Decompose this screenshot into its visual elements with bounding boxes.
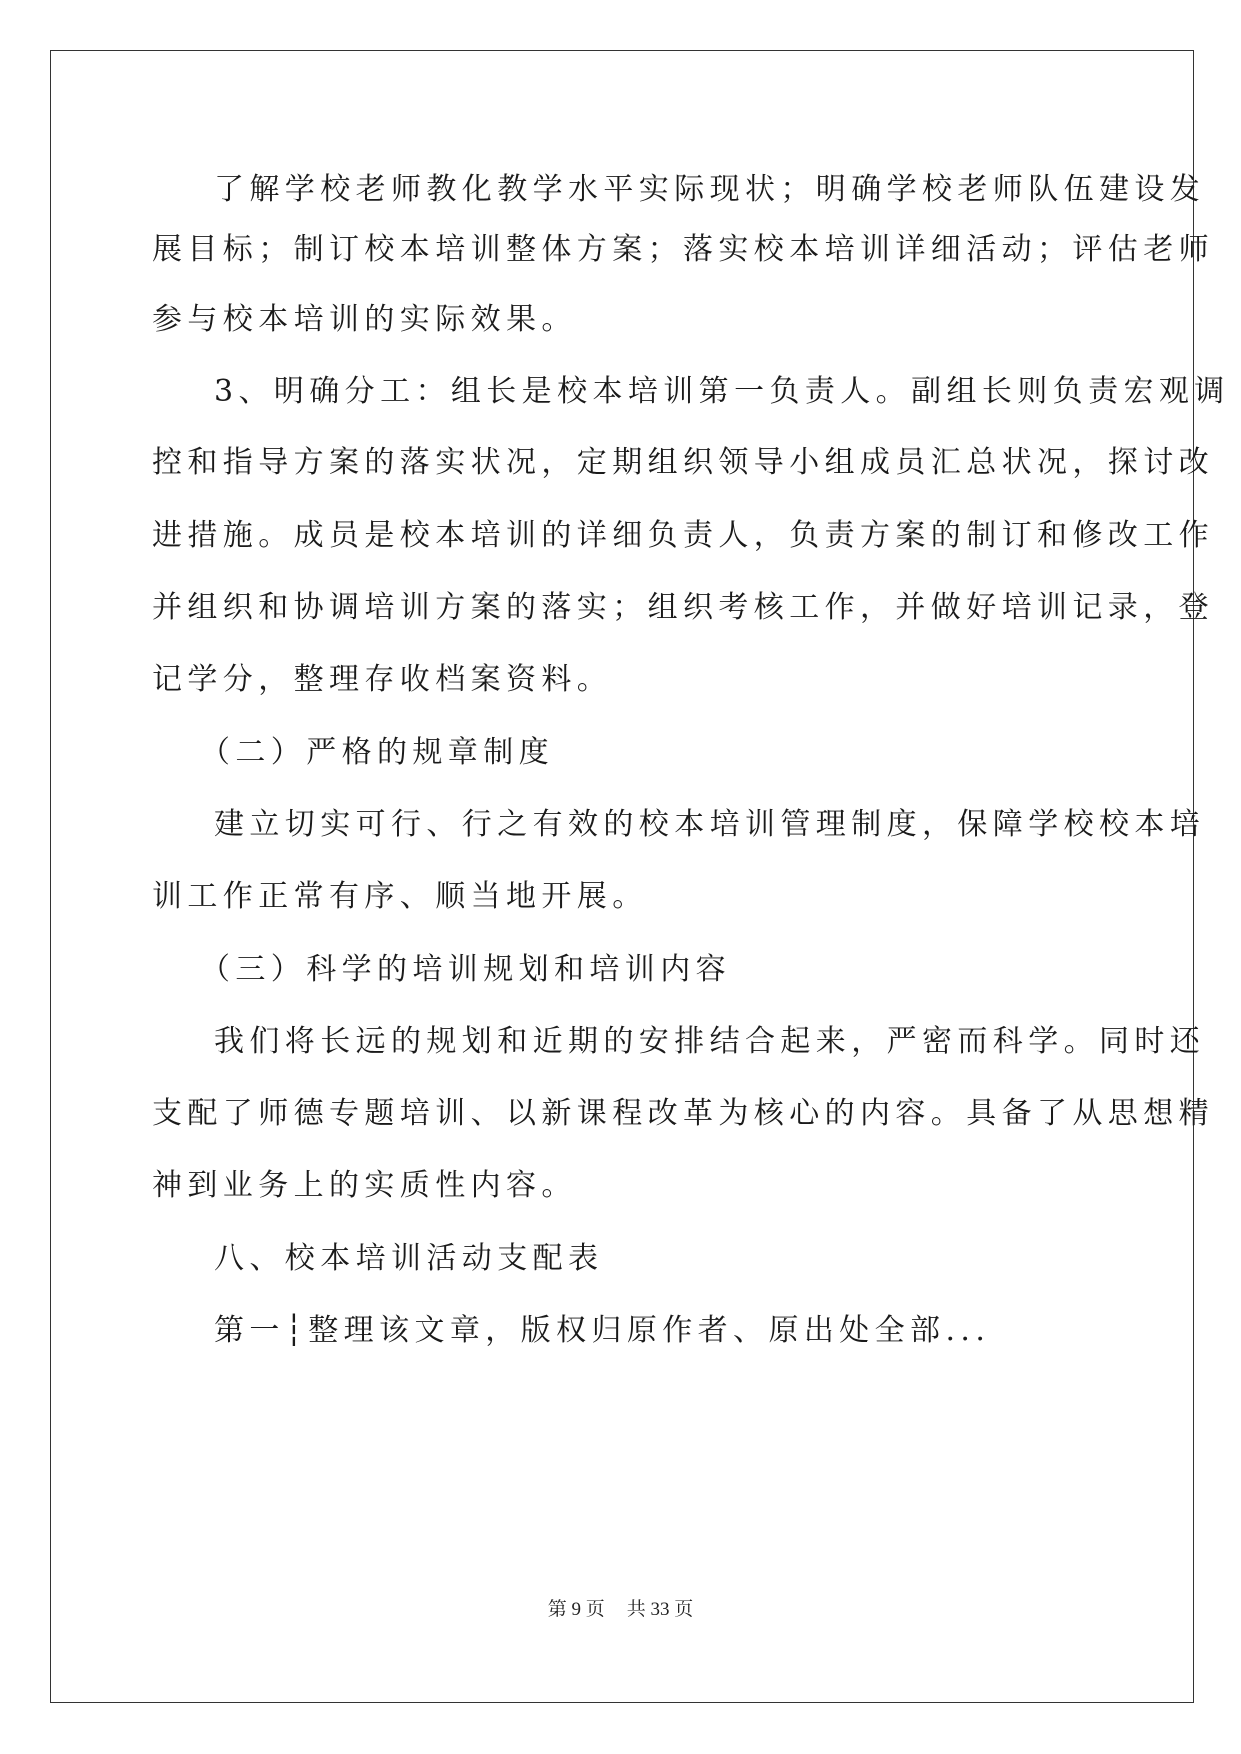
body-paragraph-line: 3、明确分工：组长是校本培训第一负责人。副组长则负责宏观调 — [214, 374, 1230, 409]
section-heading: 八、校本培训活动支配表 — [214, 1241, 604, 1276]
body-paragraph-line: 神到业务上的实质性内容。 — [152, 1168, 577, 1203]
body-paragraph-line: 我们将长远的规划和近期的安排结合起来，严密而科学。同时还 — [214, 1024, 1206, 1059]
body-paragraph-line: 参与校本培训的实际效果。 — [152, 302, 577, 337]
body-paragraph-line: 展目标；制订校本培训整体方案；落实校本培训详细活动；评估老师 — [152, 232, 1214, 267]
body-paragraph-line: 建立切实可行、行之有效的校本培训管理制度，保障学校校本培 — [214, 807, 1206, 842]
body-paragraph-line: 并组织和协调培训方案的落实；组织考核工作，并做好培训记录，登 — [152, 590, 1214, 625]
page-footer — [0, 1598, 1241, 1622]
body-paragraph-line: 控和指导方案的落实状况，定期组织领导小组成员汇总状况，探讨改 — [152, 445, 1214, 480]
body-paragraph-line: 了解学校老师教化教学水平实际现状；明确学校老师队伍建设发 — [214, 172, 1206, 207]
page-total: 共 33 页 — [626, 1599, 694, 1620]
body-paragraph-line: 记学分，整理存收档案资料。 — [152, 662, 613, 697]
section-heading: （二）严格的规章制度 — [200, 735, 554, 770]
body-paragraph-line: 进措施。成员是校本培训的详细负责人，负责方案的制订和修改工作 — [152, 518, 1214, 553]
section-heading: （三）科学的培训规划和培训内容 — [200, 952, 731, 987]
page-number: 第 9 页 — [547, 1599, 605, 1620]
body-paragraph-line: 支配了师德专题培训、以新课程改革为核心的内容。具备了从思想精 — [152, 1096, 1214, 1131]
body-paragraph-line: 训工作正常有序、顺当地开展。 — [152, 879, 648, 914]
body-paragraph-line: 第一┆整理该文章，版权归原作者、原出处全部... — [214, 1313, 991, 1348]
